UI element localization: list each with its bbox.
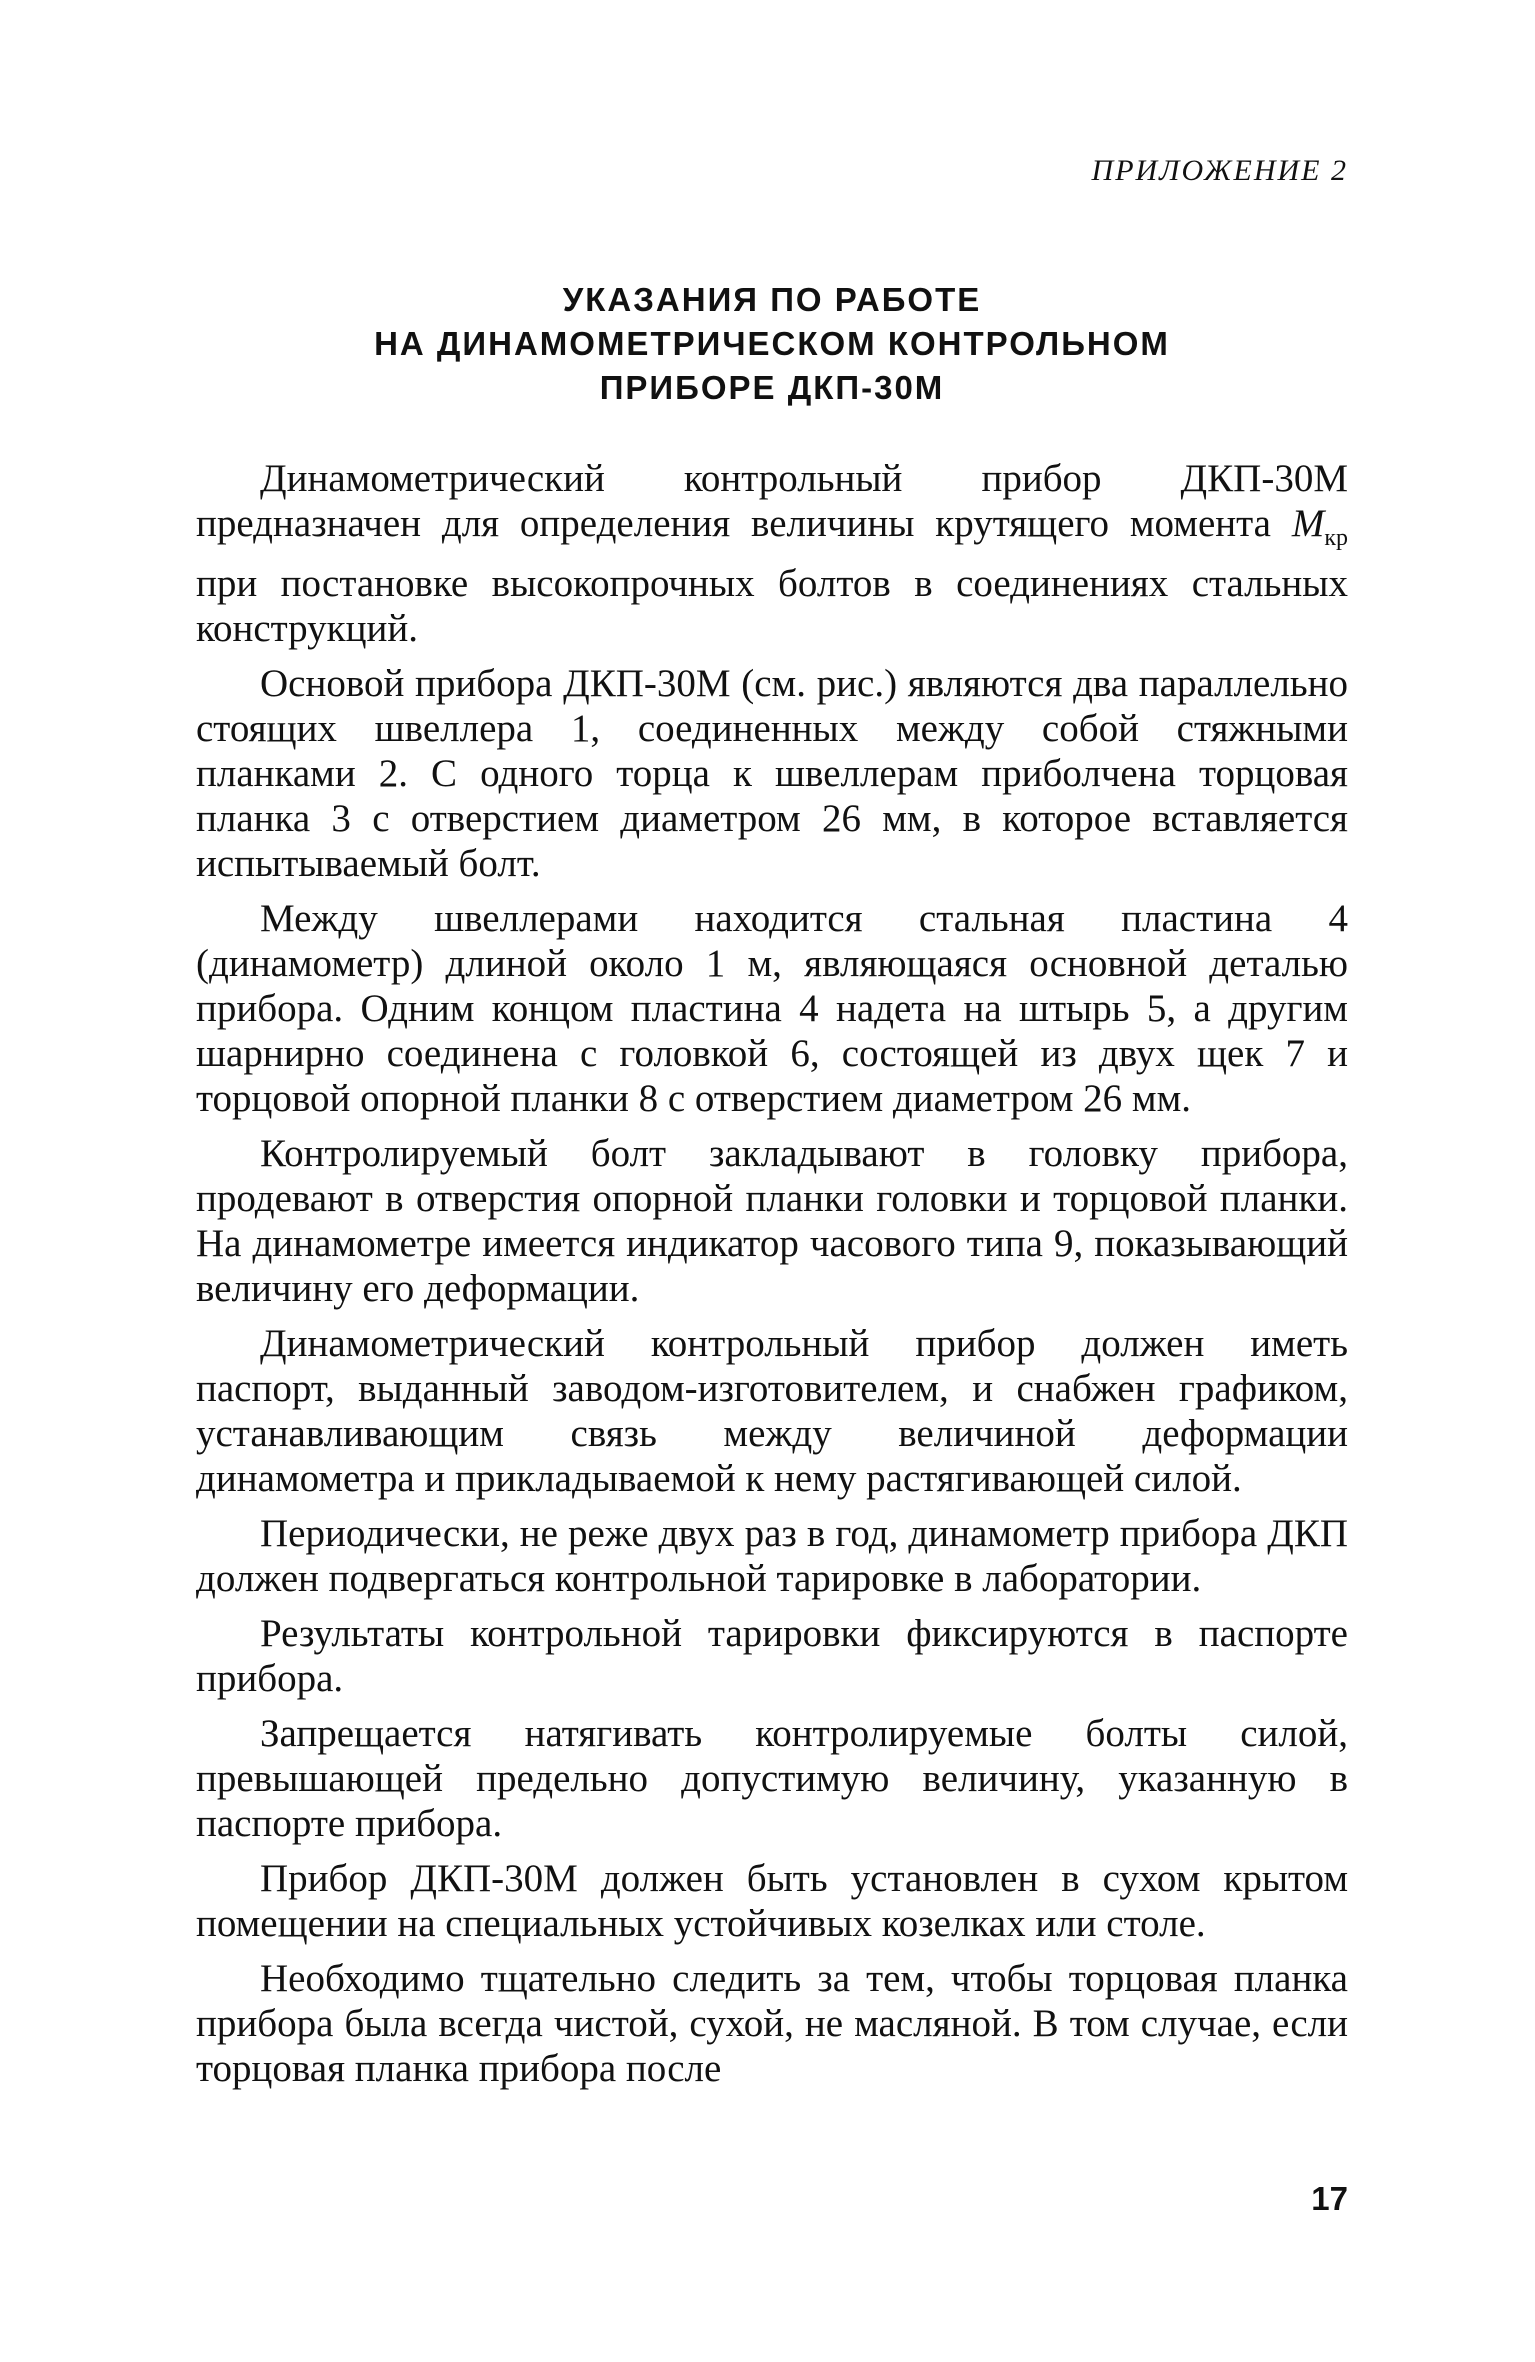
torque-symbol-letter: М [1291, 502, 1325, 545]
paragraph-4: Контролируемый болт закладывают в головку прибора, продевают в отверстия опорной планки головки и торцовой планки. На динамометре имеется индикатор часового типа 9, показывающий величину его деформации. [196, 1131, 1348, 1310]
paragraph-9: Прибор ДКП-30М должен быть установлен в сухом крытом помещении на специальных устойчивых козелках или столе. [196, 1856, 1348, 1945]
paragraph-10: Необходимо тщательно следить за тем, чтобы торцовая планка прибора была всегда чистой, сухой, не масляной. В том случае, если торцовая планка прибора после [196, 1956, 1348, 2090]
paragraph-1-start: Динамометрический контрольный прибор ДКП-30М предназначен для определения величины крутящего момента [196, 457, 1348, 545]
torque-symbol [1291, 502, 1348, 551]
paragraph-2: Основой прибора ДКП-30М (см. рис.) являются два параллельно стоящих швеллера 1, соединенных между собой стяжными планками 2. С одного торца к швеллерам приболчена торцовая планка 3 с отверстием диаметром 26 мм, в которое вставляется испытываемый болт. [196, 661, 1348, 885]
paragraph-5: Динамометрический контрольный прибор должен иметь паспорт, выданный заводом-изготовителем, и снабжен графиком, устанавливающим связь между величиной деформации динамометра и прикладываемой к нему растягивающей силой. [196, 1321, 1348, 1500]
title-line-1: УКАЗАНИЯ ПО РАБОТЕ [562, 281, 982, 318]
paragraph-6: Периодически, не реже двух раз в год, динамометр прибора ДКП должен подвергаться контрольной тарировке в лаборатории. [196, 1511, 1348, 1600]
paragraph-1-end: при постановке высокопрочных болтов в соединениях стальных конструкций. [196, 561, 1348, 650]
torque-symbol-subscript: кр [1324, 524, 1348, 551]
title-line-3: ПРИБОРЕ ДКП-30М [599, 369, 945, 406]
paragraph-1 [196, 456, 1348, 651]
body-text [196, 456, 1348, 2091]
paragraph-8: Запрещается натягивать контролируемые болты силой, превышающей предельно допустимую величину, указанную в паспорте прибора. [196, 1711, 1348, 1845]
page-number: 17 [1311, 2180, 1348, 2217]
document-title [196, 278, 1348, 410]
document-page [196, 150, 1348, 2217]
title-line-2: НА ДИНАМОМЕТРИЧЕСКОМ КОНТРОЛЬНОМ [374, 325, 1170, 362]
paragraph-7: Результаты контрольной тарировки фиксируются в паспорте прибора. [196, 1611, 1348, 1700]
appendix-label: ПРИЛОЖЕНИЕ 2 [1091, 154, 1348, 187]
paragraph-3: Между швеллерами находится стальная пластина 4 (динамометр) длиной около 1 м, являющаяся основной деталью прибора. Одним концом пластина 4 надета на штырь 5, а другим шарнирно соединена с головкой 6, состоящей из двух щек 7 и торцовой опорной планки 8 с отверстием диаметром 26 мм. [196, 896, 1348, 1120]
